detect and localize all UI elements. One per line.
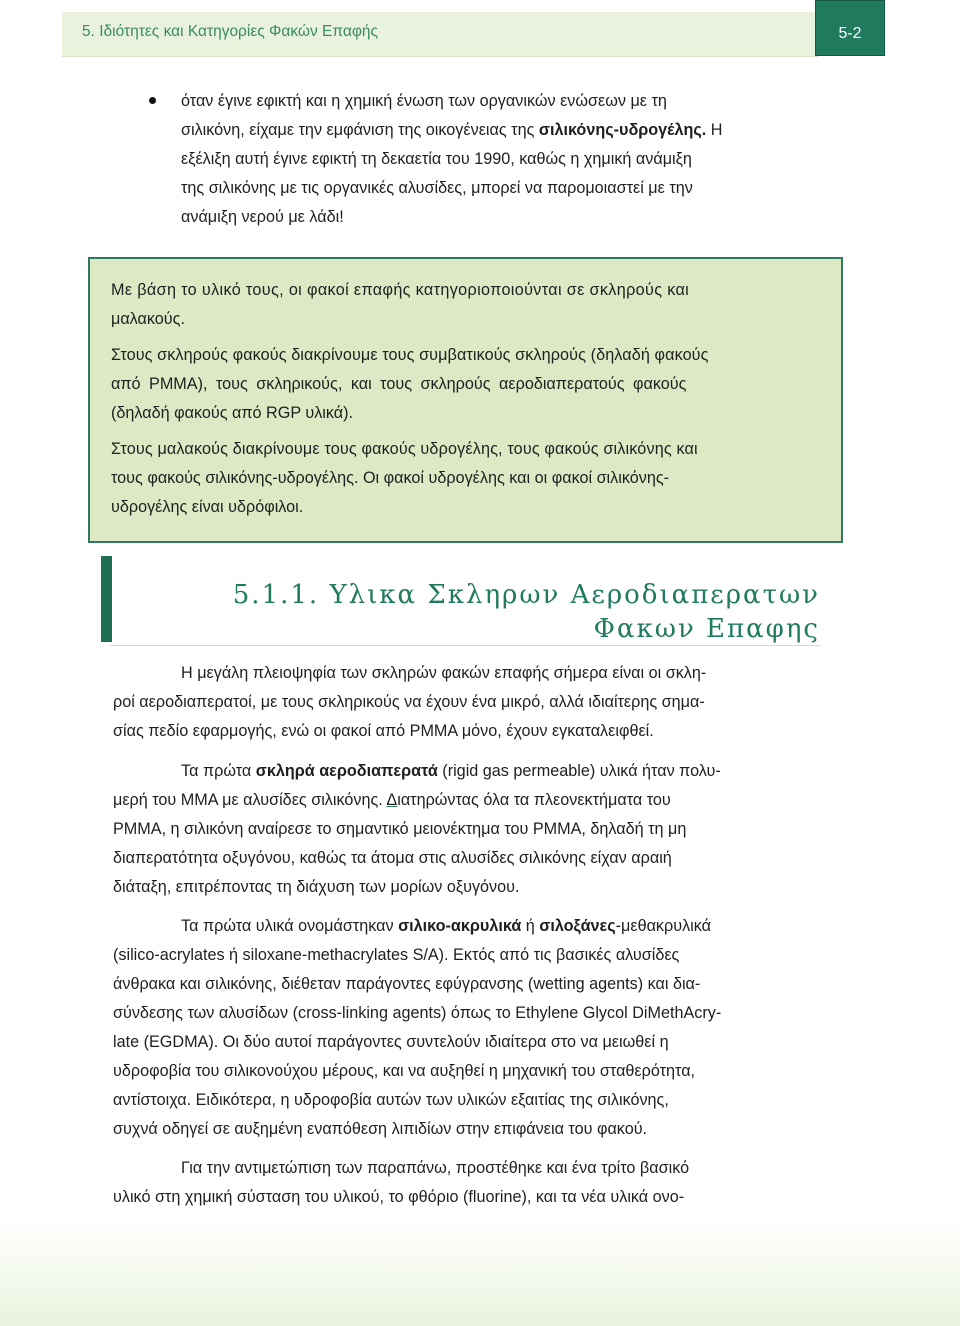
box-p1-line-2: μαλακούς. bbox=[111, 310, 185, 328]
bullet-line-4: της σιλικόνης με τις οργανικές αλυσίδες, μπορεί να παρομοιαστεί με την bbox=[181, 179, 693, 197]
para-b-line-2: μερή του ΜΜΑ με αλυσίδες σιλικόνης. Διατηρώντας όλα τα πλεονεκτήματα του bbox=[113, 791, 671, 809]
box-p3-line-2: τους φακούς σιλικόνης-υδρογέλης. Οι φακοί υδρογέλης και οι φακοί σιλικόνης- bbox=[111, 469, 670, 487]
para-c-line-8: συχνά οδηγεί σε αυξημένη εναπόθεση λιπιδίων στην επιφάνεια του φακού. bbox=[113, 1120, 648, 1138]
para-c-line-3: άνθρακα και σιλικόνης, διέθεταν παράγοντες εφύγρανσης (wetting agents) και δια- bbox=[113, 975, 701, 993]
bullet-line-1: όταν έγινε εφικτή και η χημική ένωση των οργανικών ενώσεων με τη bbox=[181, 92, 667, 110]
para-b-line-3: PMMA, η σιλικόνη αναίρεσε το σημαντικό μειονέκτημα του PMMA, δηλαδή τη μη bbox=[113, 820, 687, 838]
footer-gradient bbox=[0, 1216, 960, 1326]
para-c-line-6: υδροφοβία του σιλικονούχου μέρους, και να αυξηθεί η μηχανική του σταθερότητα, bbox=[113, 1062, 696, 1080]
para-c-line-1: Τα πρώτα υλικά ονομάστηκαν σιλικο-ακρυλικά ή σιλοξάνες-μεθακρυλικά bbox=[181, 917, 712, 935]
box-p3-line-1: Στους μαλακούς διακρίνουμε τους φακούς υδρογέλης, τους φακούς σιλικόνης και bbox=[111, 440, 698, 458]
section-heading-rule bbox=[110, 645, 820, 646]
box-p2-line-1: Στους σκληρούς φακούς διακρίνουμε τους συμβατικούς σκληρούς (δηλαδή φακούς bbox=[111, 346, 709, 364]
page-number: 5-2 bbox=[838, 25, 862, 42]
box-p2-line-3: (δηλαδή φακούς από RGP υλικά). bbox=[111, 404, 354, 422]
bold-term: σιλικο-ακρυλικά bbox=[398, 917, 522, 935]
bold-term: σκληρά αεροδιαπερατά bbox=[255, 762, 438, 780]
page-number-box bbox=[815, 0, 885, 56]
para-b-line-1: Τα πρώτα σκληρά αεροδιαπερατά (rigid gas permeable) υλικά ήταν πολυ- bbox=[181, 762, 721, 780]
para-d-line-1: Για την αντιμετώπιση των παραπάνω, προστέθηκε και ένα τρίτο βασικό bbox=[181, 1159, 690, 1177]
bullet-line-5: ανάμιξη νερού με λάδι! bbox=[181, 208, 344, 226]
box-p3-line-3: υδρογέλης είναι υδρόφιλοι. bbox=[111, 498, 304, 516]
para-a-line-3: σίας πεδίο εφαρμογής, ενώ οι φακοί από PMMA μόνο, έχουν εγκαταλειφθεί. bbox=[113, 722, 654, 740]
bullet-icon bbox=[149, 97, 156, 104]
bold-term: σιλοξάνες bbox=[539, 917, 616, 935]
box-p1-line-1: Με βάση το υλικό τους, οι φακοί επαφής κατηγοριοποιούνται σε σκληρούς και bbox=[111, 281, 690, 299]
section-heading-line-1: 5.1.1. Υλικα Σκληρων Αεροδιαπερατων bbox=[232, 580, 820, 610]
para-a-line-2: ροί αεροδιαπερατοί, με τους σκληρικούς να έχουν ένα μικρό, αλλά ιδιαίτερης σημα- bbox=[113, 693, 705, 711]
section-heading-bar bbox=[101, 556, 112, 642]
para-b-line-5: διάταξη, επιτρέποντας τη διάχυση των μορίων οξυγόνου. bbox=[113, 878, 520, 896]
para-b-line-4: διαπερατότητα οξυγόνου, καθώς τα άτομα στις αλυσίδες σιλικόνης είχαν αραιή bbox=[113, 849, 672, 867]
para-c-line-4: σύνδεσης των αλυσίδων (cross-linking agents) όπως το Ethylene Glycol DiMethAcry- bbox=[113, 1004, 722, 1022]
bold-term: σιλικόνης-υδρογέλης. bbox=[538, 121, 707, 139]
para-d-line-2: υλικό στη χημική σύσταση του υλικού, το φθόριο (fluorine), και τα νέα υλικά ονο- bbox=[113, 1188, 685, 1206]
para-c-line-5: late (EGDMA). Οι δύο αυτοί παράγοντες συντελούν ιδιαίτερα στο να μειωθεί η bbox=[113, 1033, 669, 1051]
bullet-line-3: εξέλιξη αυτή έγινε εφικτή τη δεκαετία του 1990, καθώς η χημική ανάμιξη bbox=[181, 150, 692, 168]
chapter-title: 5. Ιδιότητες και Κατηγορίες Φακών Επαφής bbox=[82, 23, 378, 40]
bullet-line-2: σιλικόνη, είχαμε την εμφάνιση της οικογένειας της σιλικόνης-υδρογέλης. Η bbox=[181, 121, 723, 139]
box-p2-line-2: από PMMA), τους σκληρικούς, και τους σκληρούς αεροδιαπερατούς φακούς bbox=[111, 375, 687, 393]
section-heading-line-2: Φακων Επαφης bbox=[593, 614, 820, 644]
para-c-line-7: αντίστοιχα. Ειδικότερα, η υδροφοβία αυτών των υλικών εξαιτίας της σιλικόνης, bbox=[113, 1091, 669, 1109]
para-c-line-2: (silico-acrylates ή siloxane-methacrylates S/A). Εκτός από τις βασικές αλυσίδες bbox=[113, 946, 680, 964]
para-a-line-1: Η μεγάλη πλειοψηφία των σκληρών φακών επαφής σήμερα είναι οι σκλη- bbox=[181, 664, 707, 682]
